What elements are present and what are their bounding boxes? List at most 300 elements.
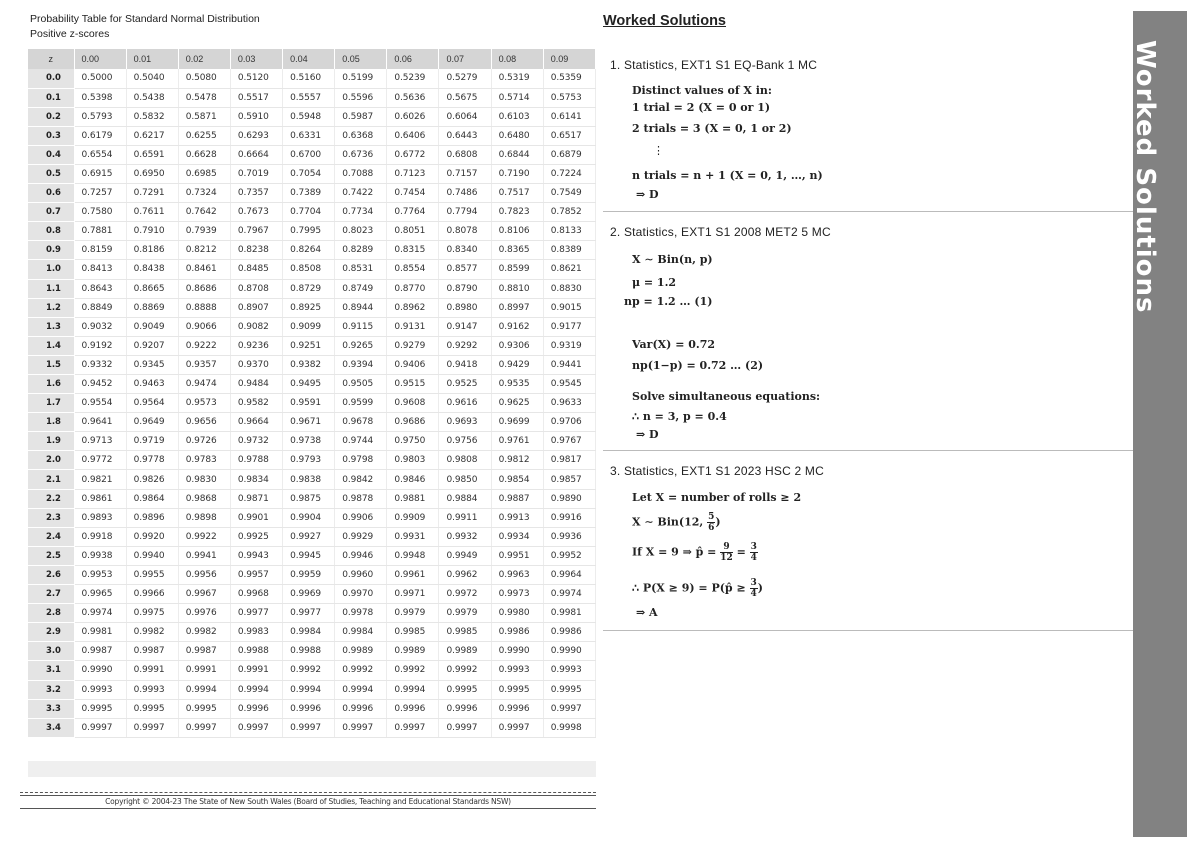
probability-cell: 0.9990 <box>491 642 543 661</box>
q3-solution-line <box>632 578 763 599</box>
probability-cell: 0.9429 <box>491 355 543 374</box>
probability-cell: 0.9986 <box>491 623 543 642</box>
table-row <box>28 718 596 737</box>
table-row <box>28 260 596 279</box>
probability-cell: 0.9959 <box>283 565 335 584</box>
column-header: 0.01 <box>126 49 178 69</box>
probability-cell: 0.6628 <box>178 145 230 164</box>
probability-cell: 0.8365 <box>491 241 543 260</box>
probability-cell: 0.9940 <box>126 546 178 565</box>
probability-cell: 0.9991 <box>230 661 282 680</box>
probability-cell: 0.7088 <box>335 164 387 183</box>
probability-cell: 0.9131 <box>387 317 439 336</box>
probability-cell: 0.9564 <box>126 394 178 413</box>
probability-cell: 0.5714 <box>491 88 543 107</box>
column-header: 0.05 <box>335 49 387 69</box>
probability-cell: 0.7580 <box>74 203 126 222</box>
probability-cell: 0.9995 <box>126 699 178 718</box>
probability-cell: 0.8212 <box>178 241 230 260</box>
fraction-numerator: 5 <box>708 512 715 522</box>
fraction-numerator: 3 <box>750 542 757 552</box>
probability-cell: 0.7611 <box>126 203 178 222</box>
probability-cell: 0.6406 <box>387 126 439 145</box>
probability-cell: 0.9987 <box>126 642 178 661</box>
probability-cell: 0.8997 <box>491 298 543 317</box>
probability-cell: 0.8888 <box>178 298 230 317</box>
probability-cell: 0.9641 <box>74 413 126 432</box>
probability-cell: 0.7224 <box>543 164 595 183</box>
probability-cell: 0.6985 <box>178 164 230 183</box>
probability-cell: 0.8729 <box>283 279 335 298</box>
probability-cell: 0.9997 <box>283 718 335 737</box>
table-row <box>28 107 596 126</box>
probability-cell: 0.8264 <box>283 241 335 260</box>
q3-solution-line <box>632 512 721 533</box>
probability-cell: 0.7734 <box>335 203 387 222</box>
probability-cell: 0.9633 <box>543 394 595 413</box>
probability-cell: 0.9394 <box>335 355 387 374</box>
z-value-cell: 1.7 <box>28 394 74 413</box>
table-row <box>28 317 596 336</box>
probability-cell: 0.8925 <box>283 298 335 317</box>
probability-cell: 0.7054 <box>283 164 335 183</box>
probability-cell: 0.9918 <box>74 527 126 546</box>
fraction <box>750 578 758 599</box>
probability-cell: 0.9971 <box>387 585 439 604</box>
probability-cell: 0.6179 <box>74 126 126 145</box>
probability-cell: 0.6443 <box>439 126 491 145</box>
probability-cell: 0.9956 <box>178 565 230 584</box>
probability-cell: 0.5517 <box>230 88 282 107</box>
probability-cell: 0.9649 <box>126 413 178 432</box>
table-row <box>28 699 596 718</box>
probability-cell: 0.5160 <box>283 69 335 88</box>
probability-cell: 0.9936 <box>543 527 595 546</box>
probability-cell: 0.9998 <box>543 718 595 737</box>
probability-cell: 0.7190 <box>491 164 543 183</box>
probability-cell: 0.8186 <box>126 241 178 260</box>
probability-cell: 0.9945 <box>283 546 335 565</box>
probability-cell: 0.9978 <box>335 604 387 623</box>
probability-cell: 0.9713 <box>74 432 126 451</box>
probability-cell: 0.7967 <box>230 222 282 241</box>
table-row <box>28 394 596 413</box>
probability-cell: 0.9994 <box>283 680 335 699</box>
probability-cell: 0.9993 <box>126 680 178 699</box>
probability-cell: 0.8461 <box>178 260 230 279</box>
probability-cell: 0.9911 <box>439 508 491 527</box>
z-value-cell: 2.4 <box>28 527 74 546</box>
probability-cell: 0.6879 <box>543 145 595 164</box>
probability-cell: 0.6480 <box>491 126 543 145</box>
q2-solution-line: Var(X) = 0.72 <box>632 338 716 351</box>
fraction-numerator: 9 <box>720 542 733 553</box>
probability-cell: 0.9963 <box>491 565 543 584</box>
probability-cell: 0.7852 <box>543 203 595 222</box>
probability-cell: 0.8849 <box>74 298 126 317</box>
probability-cell: 0.9706 <box>543 413 595 432</box>
probability-cell: 0.9987 <box>178 642 230 661</box>
probability-cell: 0.9931 <box>387 527 439 546</box>
probability-cell: 0.9941 <box>178 546 230 565</box>
probability-cell: 0.9997 <box>387 718 439 737</box>
probability-cell: 0.7764 <box>387 203 439 222</box>
probability-cell: 0.9997 <box>178 718 230 737</box>
probability-cell: 0.6064 <box>439 107 491 126</box>
probability-cell: 0.7995 <box>283 222 335 241</box>
probability-cell: 0.8389 <box>543 241 595 260</box>
probability-cell: 0.9875 <box>283 489 335 508</box>
probability-cell: 0.8485 <box>230 260 282 279</box>
probability-cell: 0.9994 <box>387 680 439 699</box>
probability-cell: 0.9582 <box>230 394 282 413</box>
table-row <box>28 546 596 565</box>
probability-cell: 0.8531 <box>335 260 387 279</box>
probability-cell: 0.9916 <box>543 508 595 527</box>
probability-cell: 0.9993 <box>491 661 543 680</box>
footer-divider <box>20 795 596 796</box>
probability-cell: 0.9846 <box>387 470 439 489</box>
table-row <box>28 604 596 623</box>
probability-cell: 0.8790 <box>439 279 491 298</box>
probability-cell: 0.9162 <box>491 317 543 336</box>
probability-cell: 0.9992 <box>387 661 439 680</box>
probability-cell: 0.9975 <box>126 604 178 623</box>
z-value-cell: 1.0 <box>28 260 74 279</box>
q1-solution-line: Distinct values of X in: <box>632 84 772 97</box>
probability-cell: 0.9744 <box>335 432 387 451</box>
z-value-cell: 0.0 <box>28 69 74 88</box>
probability-cell: 0.6368 <box>335 126 387 145</box>
table-row <box>28 184 596 203</box>
probability-cell: 0.7357 <box>230 184 282 203</box>
probability-cell: 0.6844 <box>491 145 543 164</box>
probability-cell: 0.9973 <box>491 585 543 604</box>
probability-cell: 0.5948 <box>283 107 335 126</box>
probability-cell: 0.9821 <box>74 470 126 489</box>
probability-cell: 0.9495 <box>283 375 335 394</box>
probability-cell: 0.9996 <box>335 699 387 718</box>
probability-cell: 0.9788 <box>230 451 282 470</box>
probability-cell: 0.9857 <box>543 470 595 489</box>
probability-cell: 0.8944 <box>335 298 387 317</box>
question-3 <box>603 464 1133 478</box>
probability-cell: 0.9906 <box>335 508 387 527</box>
probability-cell: 0.9686 <box>387 413 439 432</box>
probability-cell: 0.9996 <box>283 699 335 718</box>
probability-cell: 0.8708 <box>230 279 282 298</box>
probability-cell: 0.9922 <box>178 527 230 546</box>
probability-cell: 0.5910 <box>230 107 282 126</box>
probability-cell: 0.6664 <box>230 145 282 164</box>
probability-cell: 0.9382 <box>283 355 335 374</box>
probability-cell: 0.9015 <box>543 298 595 317</box>
q3-solution-line <box>632 542 758 563</box>
probability-cell: 0.7291 <box>126 184 178 203</box>
table-row <box>28 203 596 222</box>
z-value-cell: 3.2 <box>28 680 74 699</box>
probability-cell: 0.9808 <box>439 451 491 470</box>
probability-cell: 0.8621 <box>543 260 595 279</box>
fraction-denominator: 12 <box>720 553 733 563</box>
z-value-cell: 0.2 <box>28 107 74 126</box>
fraction-denominator: 6 <box>708 523 715 533</box>
probability-cell: 0.5239 <box>387 69 439 88</box>
probability-cell: 0.9599 <box>335 394 387 413</box>
z-value-cell: 2.0 <box>28 451 74 470</box>
probability-cell: 0.9861 <box>74 489 126 508</box>
probability-cell: 0.9997 <box>230 718 282 737</box>
probability-cell: 0.6554 <box>74 145 126 164</box>
probability-cell: 0.9957 <box>230 565 282 584</box>
probability-cell: 0.9878 <box>335 489 387 508</box>
probability-cell: 0.9989 <box>335 642 387 661</box>
probability-cell: 0.9909 <box>387 508 439 527</box>
probability-cell: 0.9535 <box>491 375 543 394</box>
probability-cell: 0.9452 <box>74 375 126 394</box>
table-row <box>28 145 596 164</box>
probability-cell: 0.9994 <box>230 680 282 699</box>
z-value-cell: 1.5 <box>28 355 74 374</box>
probability-cell: 0.5359 <box>543 69 595 88</box>
probability-cell: 0.9693 <box>439 413 491 432</box>
probability-cell: 0.9678 <box>335 413 387 432</box>
probability-cell: 0.9719 <box>126 432 178 451</box>
probability-cell: 0.7257 <box>74 184 126 203</box>
probability-cell: 0.9147 <box>439 317 491 336</box>
probability-cell: 0.9656 <box>178 413 230 432</box>
probability-cell: 0.8508 <box>283 260 335 279</box>
probability-cell: 0.9082 <box>230 317 282 336</box>
z-value-cell: 0.6 <box>28 184 74 203</box>
z-value-cell: 3.4 <box>28 718 74 737</box>
table-row <box>28 413 596 432</box>
probability-cell: 0.9783 <box>178 451 230 470</box>
probability-cell: 0.9767 <box>543 432 595 451</box>
probability-cell: 0.8078 <box>439 222 491 241</box>
z-value-cell: 0.5 <box>28 164 74 183</box>
probability-cell: 0.9949 <box>439 546 491 565</box>
probability-cell: 0.9319 <box>543 336 595 355</box>
probability-cell: 0.9887 <box>491 489 543 508</box>
q1-solution-line: 1 trial = 2 (X = 0 or 1) <box>632 101 771 114</box>
probability-cell: 0.9982 <box>178 623 230 642</box>
probability-cell: 0.9515 <box>387 375 439 394</box>
probability-cell: 0.9292 <box>439 336 491 355</box>
z-value-cell: 3.3 <box>28 699 74 718</box>
probability-cell: 0.9049 <box>126 317 178 336</box>
probability-cell: 0.9904 <box>283 508 335 527</box>
probability-cell: 0.8980 <box>439 298 491 317</box>
footer-divider <box>20 792 596 793</box>
z-value-cell: 2.2 <box>28 489 74 508</box>
probability-cell: 0.9370 <box>230 355 282 374</box>
z-value-cell: 2.8 <box>28 604 74 623</box>
probability-cell: 0.8315 <box>387 241 439 260</box>
probability-cell: 0.9798 <box>335 451 387 470</box>
probability-cell: 0.7673 <box>230 203 282 222</box>
probability-cell: 0.9834 <box>230 470 282 489</box>
probability-cell: 0.9953 <box>74 565 126 584</box>
probability-cell: 0.9952 <box>543 546 595 565</box>
probability-cell: 0.9990 <box>543 642 595 661</box>
probability-cell: 0.9992 <box>335 661 387 680</box>
probability-cell: 0.9893 <box>74 508 126 527</box>
table-row <box>28 126 596 145</box>
probability-cell: 0.9966 <box>126 585 178 604</box>
z-value-cell: 1.4 <box>28 336 74 355</box>
q1-solution-line: ⋮ <box>653 144 664 157</box>
probability-cell: 0.9993 <box>543 661 595 680</box>
question-divider <box>603 211 1133 212</box>
probability-cell: 0.5120 <box>230 69 282 88</box>
z-value-cell: 0.4 <box>28 145 74 164</box>
probability-cell: 0.6103 <box>491 107 543 126</box>
probability-cell: 0.7157 <box>439 164 491 183</box>
z-value-cell: 1.8 <box>28 413 74 432</box>
probability-cell: 0.9976 <box>178 604 230 623</box>
probability-cell: 0.5636 <box>387 88 439 107</box>
z-value-cell: 1.6 <box>28 375 74 394</box>
q3-line4-suffix: ) <box>757 581 763 595</box>
probability-cell: 0.9996 <box>491 699 543 718</box>
probability-cell: 0.9995 <box>74 699 126 718</box>
probability-cell: 0.9979 <box>387 604 439 623</box>
table-row <box>28 164 596 183</box>
worked-solutions-heading: Worked Solutions <box>603 13 726 29</box>
probability-cell: 0.7910 <box>126 222 178 241</box>
probability-cell: 0.9974 <box>543 585 595 604</box>
table-row <box>28 432 596 451</box>
probability-cell: 0.9984 <box>283 623 335 642</box>
question-1 <box>603 58 1133 72</box>
question-1-title: 1. Statistics, EXT1 S1 EQ-Bank 1 MC <box>610 58 818 72</box>
probability-cell: 0.6026 <box>387 107 439 126</box>
probability-cell: 0.5319 <box>491 69 543 88</box>
probability-cell: 0.7517 <box>491 184 543 203</box>
probability-cell: 0.9983 <box>230 623 282 642</box>
z-value-cell: 2.7 <box>28 585 74 604</box>
z-value-cell: 2.1 <box>28 470 74 489</box>
probability-cell: 0.9943 <box>230 546 282 565</box>
table-row <box>28 298 596 317</box>
probability-cell: 0.5557 <box>283 88 335 107</box>
probability-cell: 0.9830 <box>178 470 230 489</box>
probability-cell: 0.9995 <box>543 680 595 699</box>
probability-cell: 0.7881 <box>74 222 126 241</box>
probability-cell: 0.9591 <box>283 394 335 413</box>
probability-cell: 0.9803 <box>387 451 439 470</box>
probability-cell: 0.9525 <box>439 375 491 394</box>
probability-cell: 0.9850 <box>439 470 491 489</box>
question-divider <box>603 450 1133 451</box>
probability-cell: 0.7486 <box>439 184 491 203</box>
probability-cell: 0.9463 <box>126 375 178 394</box>
probability-cell: 0.9854 <box>491 470 543 489</box>
column-header: 0.00 <box>74 49 126 69</box>
probability-cell: 0.8643 <box>74 279 126 298</box>
probability-cell: 0.6331 <box>283 126 335 145</box>
probability-cell: 0.8749 <box>335 279 387 298</box>
probability-cell: 0.8413 <box>74 260 126 279</box>
probability-cell: 0.5199 <box>335 69 387 88</box>
probability-cell: 0.9974 <box>74 604 126 623</box>
table-row <box>28 680 596 699</box>
table-row <box>28 222 596 241</box>
probability-cell: 0.9345 <box>126 355 178 374</box>
probability-cell: 0.9357 <box>178 355 230 374</box>
probability-cell: 0.7324 <box>178 184 230 203</box>
probability-cell: 0.9726 <box>178 432 230 451</box>
column-header: 0.09 <box>543 49 595 69</box>
probability-cell: 0.9997 <box>126 718 178 737</box>
probability-cell: 0.8577 <box>439 260 491 279</box>
probability-cell: 0.8962 <box>387 298 439 317</box>
column-header: 0.07 <box>439 49 491 69</box>
column-header: 0.02 <box>178 49 230 69</box>
probability-cell: 0.8051 <box>387 222 439 241</box>
table-row <box>28 470 596 489</box>
z-value-cell: 2.3 <box>28 508 74 527</box>
z-value-cell: 0.9 <box>28 241 74 260</box>
table-row <box>28 451 596 470</box>
probability-cell: 0.9608 <box>387 394 439 413</box>
z-value-cell: 2.6 <box>28 565 74 584</box>
probability-cell: 0.9898 <box>178 508 230 527</box>
probability-cell: 0.9990 <box>74 661 126 680</box>
probability-cell: 0.9032 <box>74 317 126 336</box>
probability-cell: 0.9984 <box>335 623 387 642</box>
probability-cell: 0.5871 <box>178 107 230 126</box>
probability-cell: 0.5753 <box>543 88 595 107</box>
table-row <box>28 336 596 355</box>
probability-cell: 0.8770 <box>387 279 439 298</box>
probability-cell: 0.7549 <box>543 184 595 203</box>
probability-cell: 0.9251 <box>283 336 335 355</box>
z-value-cell: 1.3 <box>28 317 74 336</box>
probability-cell: 0.7454 <box>387 184 439 203</box>
probability-cell: 0.9868 <box>178 489 230 508</box>
probability-cell: 0.9989 <box>439 642 491 661</box>
q2-solution-line: ∴ n = 3, p = 0.4 <box>632 410 727 423</box>
probability-cell: 0.8159 <box>74 241 126 260</box>
probability-cell: 0.9997 <box>335 718 387 737</box>
probability-cell: 0.9997 <box>74 718 126 737</box>
z-value-cell: 0.1 <box>28 88 74 107</box>
z-value-cell: 3.0 <box>28 642 74 661</box>
probability-cell: 0.9554 <box>74 394 126 413</box>
probability-cell: 0.6736 <box>335 145 387 164</box>
probability-cell: 0.9995 <box>491 680 543 699</box>
q2-answer: ⇒ D <box>636 428 659 441</box>
probability-cell: 0.8686 <box>178 279 230 298</box>
probability-cell: 0.9992 <box>283 661 335 680</box>
q3-line2-prefix: X ∼ Bin(12, <box>632 515 708 529</box>
probability-cell: 0.5675 <box>439 88 491 107</box>
probability-cell: 0.6141 <box>543 107 595 126</box>
probability-cell: 0.9985 <box>387 623 439 642</box>
q1-answer: ⇒ D <box>636 188 659 201</box>
z-value-cell: 3.1 <box>28 661 74 680</box>
probability-cell: 0.9099 <box>283 317 335 336</box>
question-divider <box>603 630 1133 631</box>
probability-cell: 0.8023 <box>335 222 387 241</box>
probability-cell: 0.9265 <box>335 336 387 355</box>
q3-line3-eq: = <box>732 545 750 559</box>
question-3-title: 3. Statistics, EXT1 S1 2023 HSC 2 MC <box>610 464 824 478</box>
table-row <box>28 241 596 260</box>
probability-cell: 0.9406 <box>387 355 439 374</box>
